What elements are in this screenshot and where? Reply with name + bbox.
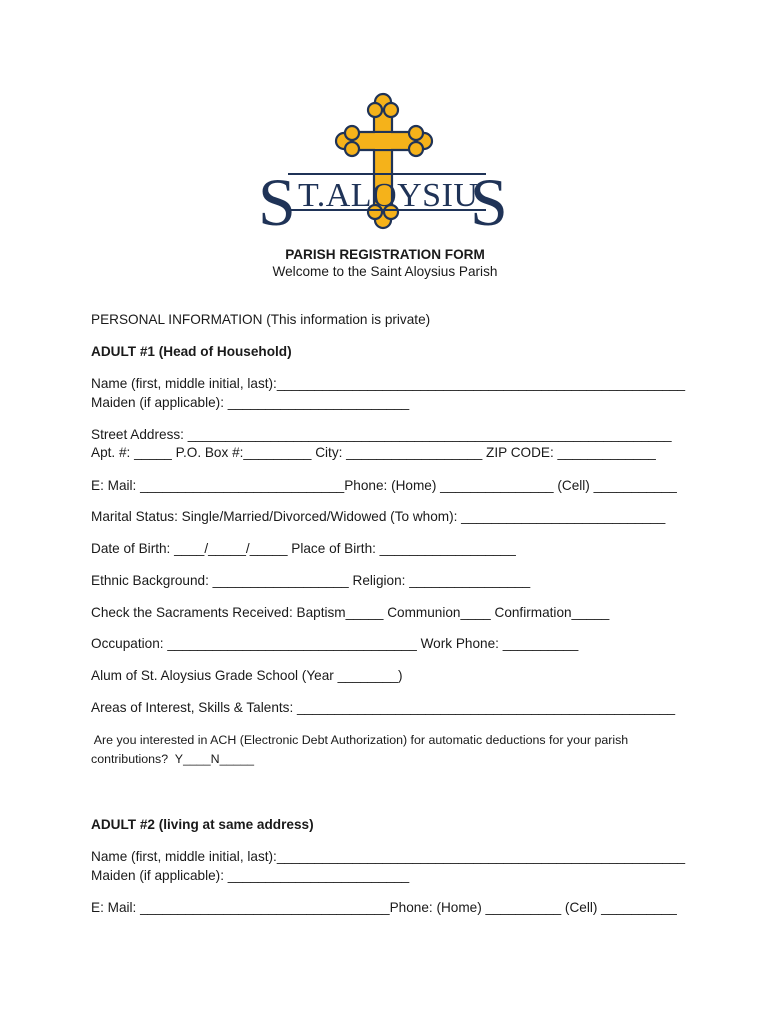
adult1-alum-field[interactable]: Alum of St. Aloysius Grade School (Year ________) xyxy=(91,668,403,683)
adult2-maiden-field[interactable]: Maiden (if applicable): ________________________ xyxy=(91,868,410,883)
adult1-interests-field[interactable]: Areas of Interest, Skills & Talents: __________________________________________________ xyxy=(91,700,676,715)
ach-question: Are you interested in ACH (Electronic Debt Authorization) for automatic deductions for your parish xyxy=(91,733,629,747)
adult1-apt-city-zip-field[interactable]: Apt. #: _____ P.O. Box #:_________ City: __________________ ZIP CODE: _____________ xyxy=(91,445,656,460)
svg-text:S: S xyxy=(258,164,296,232)
adult1-sacraments-field[interactable]: Check the Sacraments Received: Baptism_____ Communion____ Confirmation_____ xyxy=(91,605,610,620)
svg-text:S: S xyxy=(470,164,508,232)
adult2-email-phone-field[interactable]: E: Mail: _________________________________Phone: (Home) __________ (Cell) __________ xyxy=(91,900,677,915)
personal-info-heading: PERSONAL INFORMATION (This information is private) xyxy=(91,312,431,327)
adult2-heading: ADULT #2 (living at same address) xyxy=(91,817,314,832)
ach-answer-field[interactable]: contributions? Y____N_____ xyxy=(91,752,255,766)
st-aloysius-logo xyxy=(258,92,513,232)
svg-text:T.ALOYSIU: T.ALOYSIU xyxy=(298,177,479,214)
adult1-ethnic-religion-field[interactable]: Ethnic Background: __________________ Religion: ________________ xyxy=(91,573,531,588)
form-subtitle: Welcome to the Saint Aloysius Parish xyxy=(272,264,498,279)
adult2-name-field[interactable]: Name (first, middle initial, last):______________________________________________________ xyxy=(91,849,686,864)
adult1-occupation-field[interactable]: Occupation: _________________________________ Work Phone: __________ xyxy=(91,636,579,651)
adult1-name-field[interactable]: Name (first, middle initial, last):______________________________________________________ xyxy=(91,376,686,391)
adult1-heading: ADULT #1 (Head of Household) xyxy=(91,344,292,359)
adult1-marital-field[interactable]: Marital Status: Single/Married/Divorced/Widowed (To whom): ___________________________ xyxy=(91,509,666,524)
adult1-street-field[interactable]: Street Address: ________________________________________________________________ xyxy=(91,427,672,442)
adult1-dob-field[interactable]: Date of Birth: ____/_____/_____ Place of Birth: __________________ xyxy=(91,541,516,556)
form-title: PARISH REGISTRATION FORM xyxy=(285,247,485,262)
adult1-email-phone-field[interactable]: E: Mail: ___________________________Phone: (Home) _______________ (Cell) ___________ xyxy=(91,478,677,493)
adult1-maiden-field[interactable]: Maiden (if applicable): ________________________ xyxy=(91,395,410,410)
